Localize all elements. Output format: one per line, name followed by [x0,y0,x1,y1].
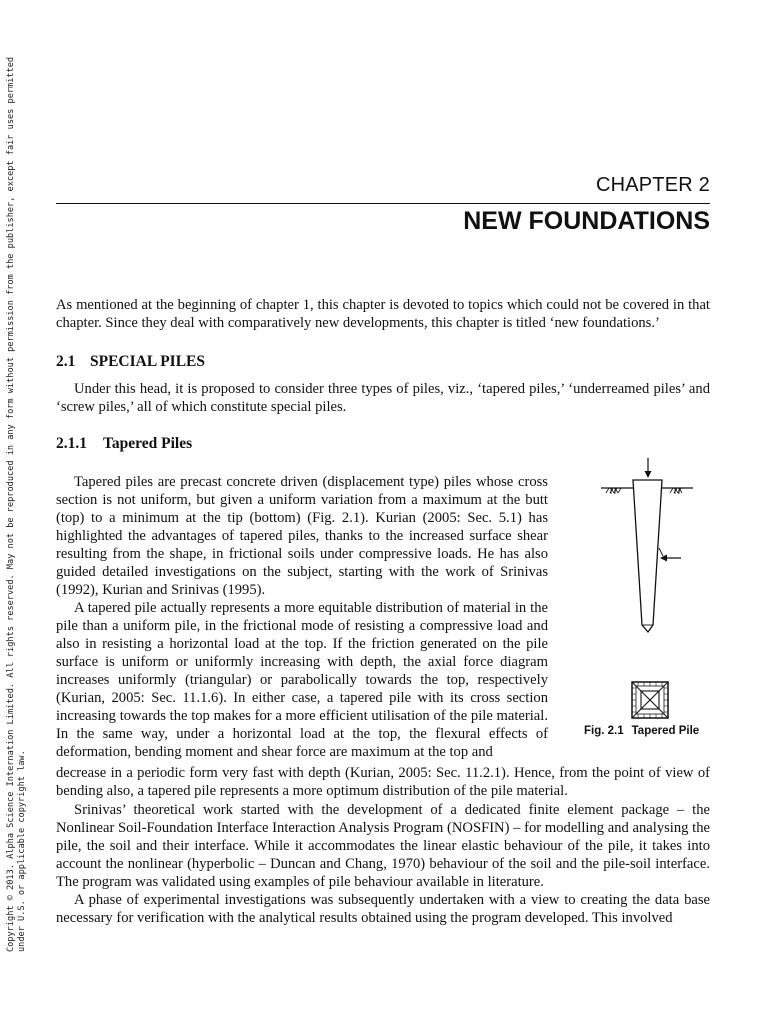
chapter-rule [56,203,710,204]
tapered-pile-body [633,480,662,632]
copyright-notice [6,57,28,952]
chapter-label: CHAPTER 2 [595,174,710,196]
intro-paragraph: As mentioned at the beginning of chapter 1, this chapter is devoted to topics which could not be covered in that chapter. Since they deal with comparatively new developments, this chapter is titled ‘new foundations.’ [56,297,710,331]
paragraph-tapered-2: A tapered pile actually represents a more equitable distribution of material in the pile than a uniform pile, in the frictional mode of resisting a compressive load and also in resisting a horizontal load at the top. If the friction generated on the pile surface is uniform or uniformly increasing with depth, the axial force diagram increases uniformly (triangular) or parabolically towards the top, respectively (Kurian, 2005: Sec. 11.1.6). In either case, a tapered pile with its cross section increasing towards the top makes for a more efficient utilisation of the pile material. In the same way, under a horizontal load at the top, the flexural effects of deformation, bending moment and shear force are maximum at the top and [56,600,548,760]
section-title: SPECIAL PILES [90,353,206,370]
section-heading-2-1 [56,353,205,371]
chapter-title: NEW FOUNDATIONS [463,207,710,235]
section-title: Tapered Piles [103,435,193,452]
section-number: 2.1 [56,353,76,370]
paragraph-tapered-3: Srinivas’ theoretical work started with the development of a dedicated finite element package – the Nonlinear Soil-Foundation Interface Interaction Analysis Program (NOSFIN) – for modelling and analysing the pile, the soil and their interface. While it accommodates the linear elastic behaviour of the pile, it takes into account the nonlinear (hyperbolic – Duncan and Chang, 1970) behaviour of the soil and the pile-soil interface. The program was validated using examples of pile behaviour available in literature. [56,802,710,890]
ground-surface-left [601,488,633,494]
ground-surface-right [662,488,693,494]
section-number: 2.1.1 [56,435,87,452]
figure-caption [584,725,699,737]
lateral-load-arrow [659,548,681,562]
section-2-1-paragraph: Under this head, it is proposed to consider three types of piles, viz., ‘tapered piles,’ ‘underreamed piles’ and ‘screw piles,’ all of which constitute special piles. [56,381,710,415]
figure-number: Fig. 2.1 [584,725,624,737]
figure-caption-text: Tapered Pile [631,725,700,737]
copyright-line-1: Copyright © 2013. Alpha Science Internation Limited. All rights reserved. May not be reproduced in any form without permission from the publisher, except fair uses permitted [6,56,16,952]
text-beside-figure [56,473,548,761]
pile-cross-section [632,682,668,718]
paragraph-tapered-1: Tapered piles are precast concrete driven (displacement type) piles whose cross section is not uniform, but given a uniform variation from a maximum at the butt (top) to a minimum at the tip (bottom) (Fig. 2.1). Kurian (2005: Sec. 5.1) has highlighted the advantages of tapered piles, thanks to the increased surface shear resulting from the shape, in frictional soils under compressive loads. He has also guided detailed investigations on the subject, starting with the work of Srinivas (1992), Kurian and Srinivas (1995). [56,474,548,598]
axial-load-arrow [645,458,652,478]
paragraph-tapered-2-continued: decrease in a periodic form very fast with depth (Kurian, 2005: Sec. 11.2.1). Hence, from the point of view of bending also, a tapered pile represents a more optimum distribution of the pile material. [56,765,710,799]
section-heading-2-1-1 [56,435,192,453]
tapered-pile-figure [575,455,715,755]
copyright-line-2: under U.S. or applicable copyright law. [17,750,27,952]
paragraph-tapered-4: A phase of experimental investigations was subsequently undertaken with a view to creating the data base necessary for verification with the analytical results obtained using the program developed. This involved [56,892,710,926]
